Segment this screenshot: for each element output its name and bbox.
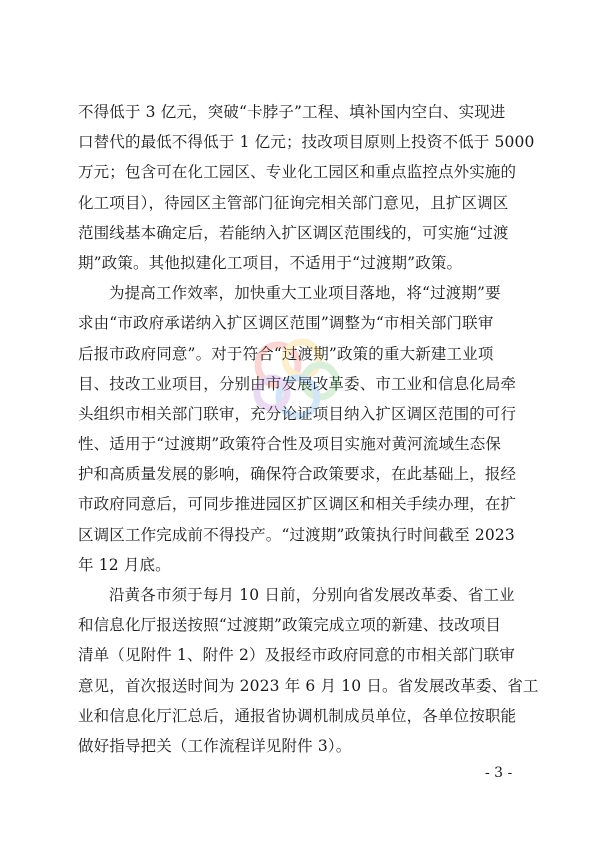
text-line: 后报市政府同意”。对于符合“过渡期”政策的重大新建工业项 <box>78 344 494 363</box>
text-line: 期”政策。其他拟建化工项目，不适用于“过渡期”政策。 <box>78 253 463 272</box>
watermark-ring <box>285 342 319 376</box>
text-line: 护和高质量发展的影响，确保符合政策要求，在此基础上，报经 <box>78 465 517 484</box>
text-line: 业和信息化厅汇总后，通报省协调机制成员单位，各单位按职能 <box>78 706 517 725</box>
text-line: 目、技改工业项目，分别由市发展改革委、市工业和信息化局牵 <box>78 374 517 393</box>
text-line: 性、适用于“过渡期”政策符合性及项目实施对黄河流域生态保 <box>78 435 502 454</box>
text-line: 万元；包含可在化工园区、专业化工园区和重点监控点外实施的 <box>78 163 517 182</box>
text-line: 沿黄各市须于每月 10 日前，分别向省发展改革委、省工业 <box>109 586 515 604</box>
text-line: 化工项目），待园区主管部门征询完相关部门意见，且扩区调区 <box>78 193 509 212</box>
page-number: - 3 - <box>485 765 513 781</box>
text-line: 意见，首次报送时间为 2023 年 6 月 10 日。省发展改革委、省工 <box>78 676 539 695</box>
text-line: 市政府同意后，可同步推进园区扩区调区和相关手续办理，在扩 <box>78 495 517 514</box>
text-line: 和信息化厅报送按照“过渡期”政策完成立项的新建、技改项目 <box>78 616 502 635</box>
text-line: 头组织市相关部门联审，充分论证项目纳入扩区调区范围的可行 <box>78 404 517 423</box>
text-line: 年 12 月底。 <box>78 555 171 574</box>
text-line: 口替代的最低不得低于 1 亿元；技改项目原则上投资不低于 5000 <box>78 133 535 152</box>
text-line: 范围线基本确定后，若能纳入扩区调区范围线的，可实施“过渡 <box>78 223 509 242</box>
text-line: 为提高工作效率，加快重大工业项目落地，将“过渡期”要 <box>109 284 501 303</box>
text-line: 区调区工作完成前不得投产。“过渡期”政策执行时间截至 2023 <box>78 525 515 544</box>
text-line: 做好指导把关（工作流程详见附件 3）。 <box>78 736 352 755</box>
text-line: 不得低于 3 亿元，突破“卡脖子”工程、填补国内空白、实现进 <box>78 103 506 121</box>
watermark-logo <box>240 325 355 435</box>
text-line: 清单（见附件 1、附件 2）及报经市政府同意的市相关部门联审 <box>78 646 516 665</box>
text-line: 求由“市政府承诺纳入扩区调区范围”调整为“市相关部门联审 <box>78 314 494 333</box>
